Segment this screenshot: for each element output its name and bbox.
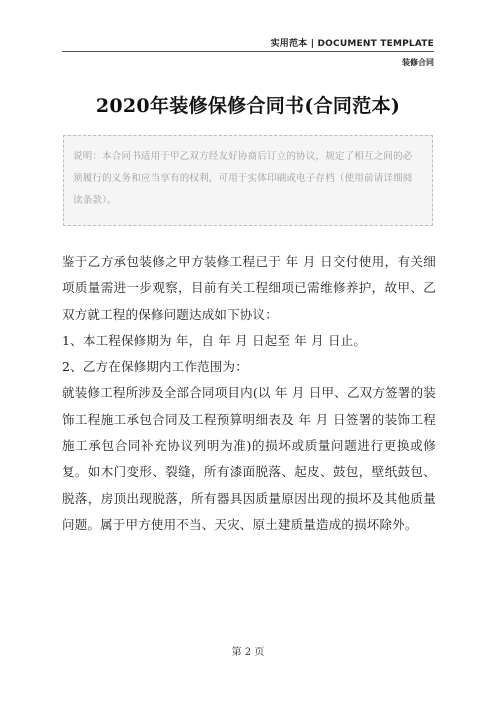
description-note-box <box>63 135 433 226</box>
body-paragraph-scope-detail: 就装修工程所涉及全部合同项目内(以 年 月 日甲、乙双方签署的装饰工程施工承包合同及工程预算明细表及 年 月 日签署的装饰工程施工承包合同补充协议列明为准)的损坏或质量问题进行更换或修复。如木门变形、裂缝，所有漆面脱落、起皮、鼓包，壁纸鼓包、脱落，房顶出现脱落，所有器具因质量原因出现的损坏及其他质量问题。属于甲方使用不当、天灾、原土建质量造成的损坏除外。 <box>62 385 436 532</box>
page-number: 第 2 页 <box>231 647 265 658</box>
body-paragraph-scope-heading: 2、乙方在保修期内工作范围为： <box>62 359 248 375</box>
document-title: 2020年装修保修合同书(合同范本) <box>95 95 401 117</box>
header-category-label: 装修合同 <box>402 58 434 67</box>
header-template-label: 实用范本 | DOCUMENT TEMPLATE <box>270 39 434 49</box>
body-paragraph-intro: 鉴于乙方承包装修之甲方装修工程已于 年 月 日交付使用，有关细项质量需进一步观察，目前有关工程细项已需维修养护，故甲、乙双方就工程的保修问题达成如下协议： <box>62 254 436 322</box>
document-body <box>62 249 436 538</box>
body-paragraph-warranty-period: 1、本工程保修期为 年，自 年 月 日起至 年 月 日止。 <box>62 332 367 348</box>
description-note-text: 说明：本合同书适用于甲乙双方经友好协商后订立的协议，规定了相互之间的必须履行的义务和应当享有的权利，可用于实体印刷或电子存档（使用前请详细阅读条款）。 <box>73 151 413 206</box>
header-divider <box>62 51 434 52</box>
